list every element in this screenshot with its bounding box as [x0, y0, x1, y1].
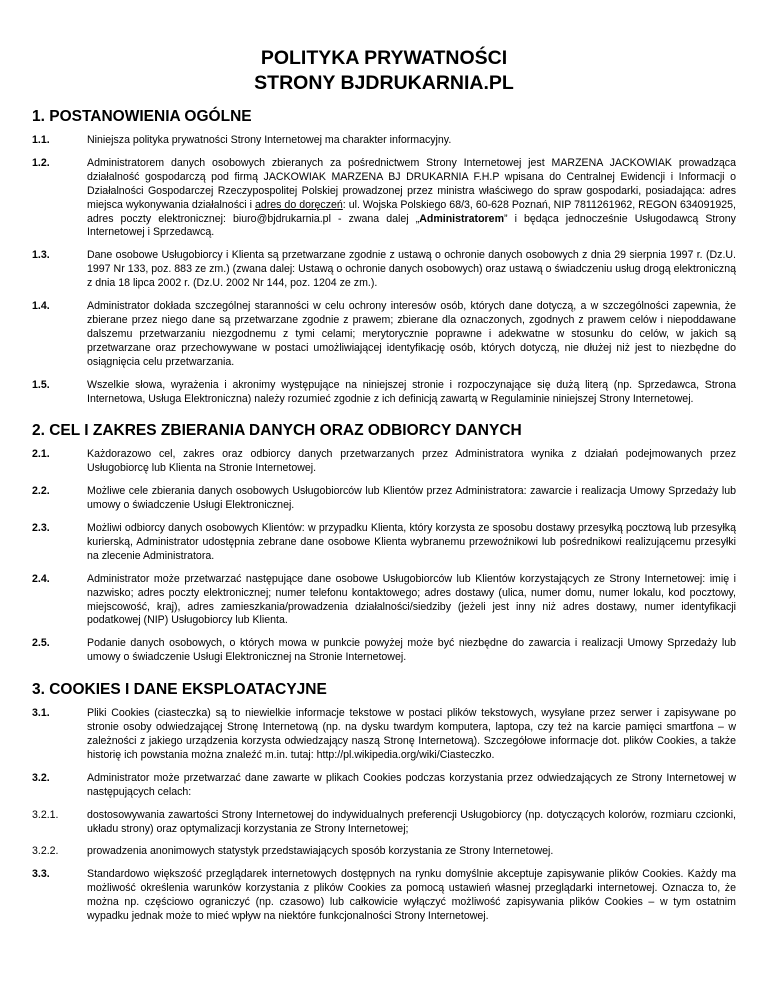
- clause-text: Możliwi odbiorcy danych osobowych Klientów: w przypadku Klienta, który korzysta ze sposobu dostawy przesyłką pocztową lub przesyłką kurierską, Administrator udostępnia zebrane dane osobowe Klienta wybranemu przewoźnikowi lub pośrednikowi realizującemu przesyłki na zlecenie Administratora.: [87, 522, 736, 562]
- clause-text: Standardowo większość przeglądarek internetowych dostępnych na rynku domyślnie akceptuje zapisywanie plików Cookies. Każdy ma możliwość określenia warunków korzystania z plików Cookies za pomocą ustawień własnej przeglądarki internetowej. Oznacza to, że można np. częściowo ograniczyć (np. czasowo) lub całkowicie wyłączyć możliwość zapisywania plików Cookies – w tym ostatnim wypadku jednak może to mieć wpływ na niektóre funkcjonalności Strony Internetowej.: [87, 868, 736, 923]
- clause-number: 1.1.: [32, 134, 50, 146]
- clause-text: Administrator może przetwarzać dane zawarte w plikach Cookies podczas korzystania przez odwiedzających ze Strony Internetowej w następujących celach:: [87, 771, 736, 798]
- clause-1-4: [32, 300, 736, 370]
- clause-text: Pliki Cookies (ciasteczka) są to niewielkie informacje tekstowe w postaci plików tekstowych, wysyłane przez serwer i zapisywane po stronie osoby odwiedzającej Stronę Internetową (np. na dysku twardym komputera, laptopa, czy też na karcie pamięci smartfona – w zależności z jakiego urządzenia korzysta odwiedzający naszą Stronę Internetową). Szczegółowe informacje dot. plików Cookies, a także historię ich powstania można znaleźć m.in. tutaj: http://pl.wikipedia.org/wiki/Ciasteczko.: [87, 707, 736, 761]
- document-page: [32, 46, 736, 933]
- clause-text-part: ” i będąca jednocześnie Usługodawcą Strony Internetowej i Sprzedawcą.: [87, 212, 736, 239]
- clause-text-part: Administratorem danych osobowych zbieranych za pośrednictwem Strony Internetowej jest MARZENA JACKOWIAK prowadząca działalność gospodarczą pod firmą JACKOWIAK MARZENA BJ DRUKARNIA F.H.P wpisana do Centralnej Ewidencji i Informacji o Działalności Gospodarczej Rzeczypospolitej Polskiej prowadzonej przez ministra właściwego do spraw gospodarki, posiadająca: adres miejsca wykonywania działalności i: [87, 156, 736, 211]
- clause-2-5: [32, 637, 736, 665]
- clause-number: 2.2.: [32, 485, 50, 498]
- clause-number: 3.2.2.: [32, 845, 59, 858]
- clause-number: 2.4.: [32, 572, 50, 585]
- clause-3-1: [32, 707, 736, 763]
- clause-number: 3.2.: [32, 771, 50, 784]
- clause-text: [87, 157, 736, 240]
- clause-1-5: [32, 379, 736, 407]
- clause-text: Niniejsza polityka prywatności Strony Internetowej ma charakter informacyjny.: [87, 134, 452, 146]
- clause-number: 2.1.: [32, 448, 50, 461]
- clause-text: Administrator dokłada szczególnej staranności w celu ochrony interesów osób, których dane dotyczą, a w szczególności zapewnia, że zbierane przez niego dane są przetwarzane zgodnie z prawem; zbierane dla oznaczonych, zgodnych z prawem celów i niepoddawane dalszemu przetwarzaniu niezgodnemu z tymi celami; merytorycznie poprawne i adekwatne w stosunku do celów, w jakich są przetwarzane oraz przechowywane w postaci umożliwiającej identyfikację osób, których dotyczą, nie dłużej niż jest to niezbędne do osiągnięcia celu przetwarzania.: [87, 300, 736, 368]
- clause-2-1: [32, 448, 736, 476]
- clause-1-2: [32, 157, 736, 240]
- clause-text: Podanie danych osobowych, o których mowa w punkcie powyżej może być niezbędne do zawarcia i realizacji Umowy Sprzedaży lub umowy o świadczenie Usługi Elektronicznej na Stronie Internetowej.: [87, 637, 736, 664]
- clause-1-1: [32, 134, 736, 148]
- section-heading-1: 1. POSTANOWIENIA OGÓLNE: [32, 108, 252, 125]
- clause-number: 2.5.: [32, 637, 50, 650]
- clause-number: 3.1.: [32, 707, 50, 720]
- clause-number: 3.2.1.: [32, 808, 59, 821]
- clause-1-3: [32, 249, 736, 291]
- clause-text: Możliwe cele zbierania danych osobowych Usługobiorców lub Klientów przez Administratora: zawarcie i realizacja Umowy Sprzedaży lub umowy o świadczenie Usługi Elektronicznej.: [87, 485, 736, 512]
- clause-number: 1.5.: [32, 378, 50, 391]
- clause-text: dostosowywania zawartości Strony Internetowej do indywidualnych preferencji Usługobiorcy (np. dotyczących kolorów, rozmiaru czcionki, układu strony) oraz optymalizacji korzystania ze Strony Internetowej;: [87, 808, 736, 835]
- clause-number: 1.2.: [32, 156, 50, 169]
- clause-number: 1.3.: [32, 249, 50, 262]
- clause-number: 2.3.: [32, 522, 50, 535]
- clause-2-2: [32, 485, 736, 513]
- clause-3-2-2: [32, 845, 736, 859]
- clause-number: 3.3.: [32, 868, 50, 881]
- document-title-line2: STRONY BJDRUKARNIA.PL: [254, 72, 514, 94]
- clause-3-2-1: [32, 809, 736, 837]
- clause-2-4: [32, 573, 736, 629]
- clause-text: prowadzenia anonimowych statystyk przedstawiających sposób korzystania ze Strony Internetowej.: [87, 845, 554, 858]
- section-heading-3: 3. COOKIES I DANE EKSPLOATACYJNE: [32, 681, 327, 699]
- section-heading-2: 2. CEL I ZAKRES ZBIERANIA DANYCH ORAZ ODBIORCY DANYCH: [32, 422, 522, 440]
- clause-text: Każdorazowo cel, zakres oraz odbiorcy danych przetwarzanych przez Administratora wynika z działań podejmowanych przez Usługobiorcę lub Klienta na Stronie Internetowej.: [87, 448, 736, 475]
- service-address-label: adres do doręczeń: [254, 198, 343, 211]
- document-title: [32, 46, 736, 96]
- clause-3-2: [32, 772, 736, 800]
- clause-3-3: [32, 868, 736, 924]
- document-title-line1: POLITYKA PRYWATNOŚCI: [260, 47, 508, 69]
- clause-number: 1.4.: [32, 300, 50, 313]
- clause-text: Dane osobowe Usługobiorcy i Klienta są przetwarzane zgodnie z ustawą o ochronie danych osobowych z dnia 29 sierpnia 1997 r. (Dz.U. 1997 Nr 133, poz. 883 ze zm.) (zwana dalej: Ustawą o ochronie danych osobowych) oraz ustawą o świadczeniu usług drogą elektroniczną z dnia 18 lipca 2002 r. (Dz.U. 2002 Nr 144, poz. 1204 ze zm.).: [87, 249, 736, 290]
- clause-text-part: : ul. Wojska Polskiego 68/3, 60-628 Poznań, NIP 7811261962, REGON 634091925, adres poczty elektronicznej: biuro@bjdrukarnia.pl - zwana dalej „: [87, 198, 736, 225]
- administrator-term: Administratorem: [419, 212, 504, 225]
- clause-2-3: [32, 522, 736, 564]
- clause-text: Administrator może przetwarzać następujące dane osobowe Usługobiorców lub Klientów korzystających ze Strony Internetowej: imię i nazwisko; adres poczty elektronicznej; numer telefonu kontaktowego; adres dostawy (ulica, numer domu, numer lokalu, kod pocztowy, miejscowość, kraj), adres zamieszkania/prowadzenia działalności/siedziby (jeżeli jest inny niż adres dostawy, numer identyfikacji podatkowej (NIP) Usługobiorcy lub Klienta.: [87, 572, 736, 627]
- clause-text: Wszelkie słowa, wyrażenia i akronimy występujące na niniejszej stronie i rozpoczynające się dużą literą (np. Sprzedawca, Strona Internetowa, Usługa Elektroniczna) należy rozumieć zgodnie z ich definicją zawartą w Regulaminie niniejszej Strony Internetowej.: [87, 378, 736, 405]
